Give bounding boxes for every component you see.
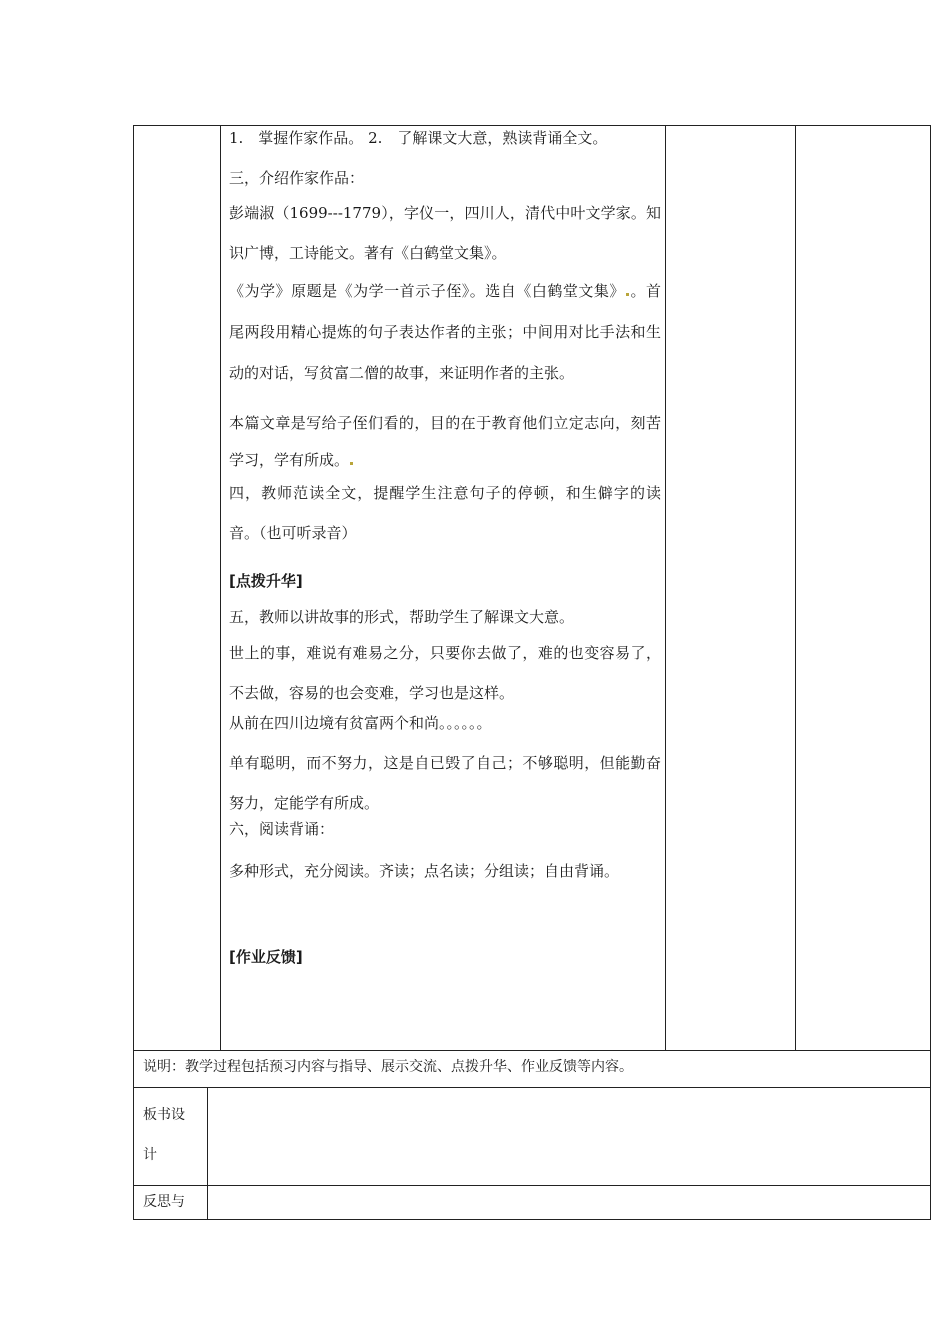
table-bottom-border	[133, 1219, 931, 1220]
highlight-dot	[350, 462, 353, 465]
diligence-paragraph: 单有聪明，而不努力，这是自已毁了自己；不够聪明，但能勤奋努力，定能学有所成。	[229, 754, 661, 812]
label-column-divider	[207, 1087, 208, 1219]
lesson-content	[229, 128, 661, 967]
monks-line: 从前在四川边境有贫富两个和尚。。。。。。	[229, 714, 492, 732]
board-design-label-1: 板书设	[143, 1107, 185, 1123]
section-heading-homework: [作业反馈]	[229, 948, 303, 966]
highlight-dot	[626, 293, 629, 296]
reading-paragraph: 四，教师范读全文，提醒学生注意句子的停顿，和生僻字的读音。（也可听录音）	[229, 484, 661, 542]
row-divider-note	[133, 1050, 931, 1051]
objective-line: 1. 掌握作家作品。 2. 了解课文大意，熟读背诵全文。	[229, 129, 608, 147]
column-divider-2	[665, 125, 666, 1050]
column-divider-1	[220, 125, 221, 1050]
section-intro-heading: 三，介绍作家作品：	[229, 169, 365, 187]
row-divider-reflect	[133, 1185, 931, 1186]
reflection-label: 反思与	[143, 1194, 185, 1210]
section-heading-upgrade: [点拨升华]	[229, 572, 303, 590]
work-paragraph-part-2: 。首尾两段用精心提炼的句子表达作者的主张；中间用对比手法和生动的对话，写贫富二僧的故事，来证明作者的主张。	[229, 282, 661, 382]
recitation-paragraph: 多种形式，充分阅读。齐读；点名读；分组读；自由背诵。	[229, 862, 620, 880]
story-intro-line: 五，教师以讲故事的形式，帮助学生了解课文大意。	[229, 608, 575, 626]
row-divider-board	[133, 1087, 931, 1088]
purpose-paragraph-text: 本篇文章是写给子侄们看的，目的在于教育他们立定志向，刻苦学习，学有所成。	[229, 414, 661, 469]
purpose-paragraph	[229, 405, 661, 479]
moral-paragraph: 世上的事，难说有难易之分，只要你去做了，难的也变容易了，不去做，容易的也会变难，学习也是这样。	[229, 644, 661, 702]
board-design-label-2: 计	[143, 1147, 157, 1163]
recitation-heading: 六，阅读背诵：	[229, 820, 335, 838]
work-paragraph-part-1: 《为学》原题是《为学一首示子侄》。选自《白鹤堂文集》	[229, 282, 625, 300]
author-paragraph: 彭端淑（1699---1779），字仪一，四川人，清代中叶文学家。知识广博，工诗能文。著有《白鹤堂文集》。	[229, 204, 661, 262]
table-top-border	[133, 125, 931, 126]
column-divider-3	[795, 125, 796, 1050]
table-left-border	[133, 125, 134, 1220]
work-paragraph	[229, 271, 661, 395]
process-note: 说明：教学过程包括预习内容与指导、展示交流、点拨升华、作业反馈等内容。	[143, 1059, 633, 1075]
table-right-border	[930, 125, 931, 1220]
